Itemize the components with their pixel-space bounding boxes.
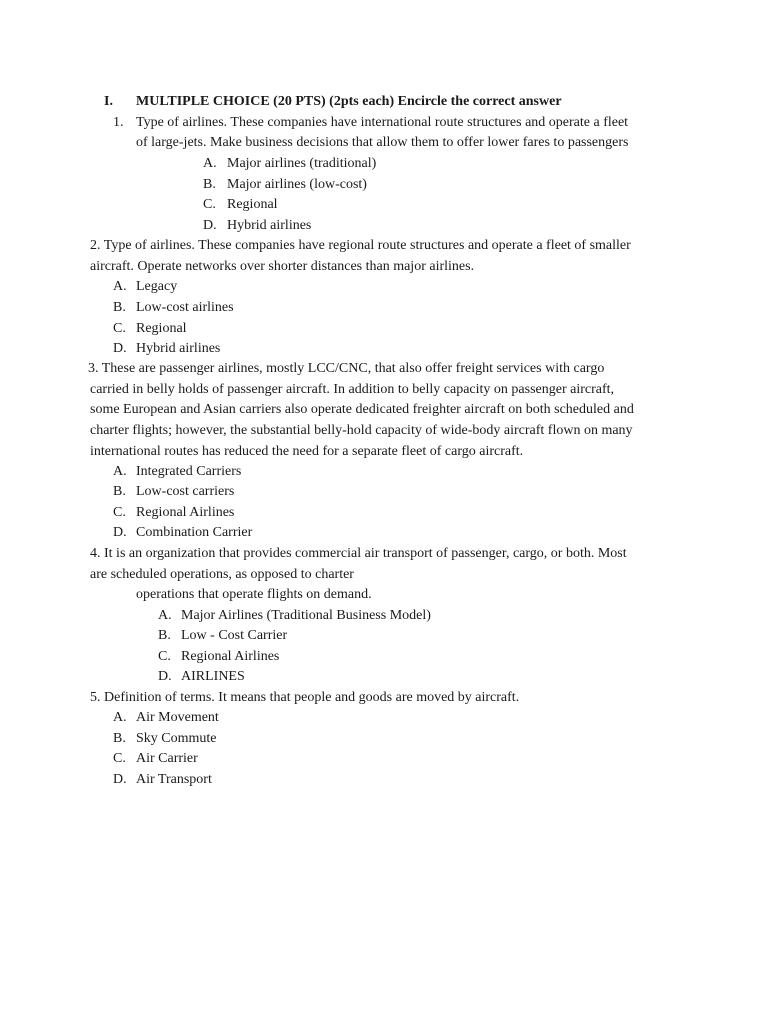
- section-roman-numeral: I.: [104, 94, 113, 109]
- q5-option-d-text: Air Transport: [136, 772, 212, 787]
- q5-text-line-1: 5. Definition of terms. It means that people and goods are moved by aircraft.: [90, 690, 520, 705]
- q5-option-a-letter: A.: [113, 710, 127, 725]
- q4-option-d-text: AIRLINES: [181, 669, 245, 684]
- q3-text-line-3: some European and Asian carriers also operate dedicated freighter aircraft on both scheduled and: [90, 402, 634, 417]
- q1-text-line-2: of large-jets. Make business decisions that allow them to offer lower fares to passengers: [136, 135, 629, 150]
- q2-option-a-text: Legacy: [136, 279, 178, 294]
- q1-number: 1.: [113, 115, 124, 130]
- q3-text-line-1: 3. These are passenger airlines, mostly LCC/CNC, that also offer freight services with cargo: [88, 361, 605, 376]
- q1-text-line-1: Type of airlines. These companies have international route structures and operate a fleet: [136, 115, 629, 130]
- q2-option-c-text: Regional: [136, 321, 187, 336]
- q1-option-c-text: Regional: [227, 197, 278, 212]
- q1-option-c-letter: C.: [203, 197, 216, 212]
- q4-text-line-2: are scheduled operations, as opposed to charter: [90, 567, 354, 582]
- q3-option-b-text: Low-cost carriers: [136, 484, 235, 499]
- q3-text-line-2: carried in belly holds of passenger aircraft. In addition to belly capacity on passenger aircraft,: [90, 382, 615, 397]
- q3-text-line-5: international routes has reduced the need for a separate fleet of cargo aircraft.: [90, 444, 524, 459]
- q3-option-a-letter: A.: [113, 464, 127, 479]
- section-heading: MULTIPLE CHOICE (20 PTS) (2pts each) Encircle the correct answer: [136, 94, 562, 109]
- q3-option-c-text: Regional Airlines: [136, 505, 235, 520]
- q2-option-b-text: Low-cost airlines: [136, 300, 234, 315]
- q3-text-line-4: charter flights; however, the substantial belly-hold capacity of wide-body aircraft flown on many: [90, 423, 633, 438]
- q5-option-d-letter: D.: [113, 772, 127, 787]
- q4-option-b-letter: B.: [158, 628, 171, 643]
- q5-option-b-text: Sky Commute: [136, 731, 217, 746]
- q3-option-c-letter: C.: [113, 505, 126, 520]
- q5-option-a-text: Air Movement: [136, 710, 219, 725]
- q5-option-b-letter: B.: [113, 731, 126, 746]
- q1-option-a-letter: A.: [203, 156, 217, 171]
- q2-option-d-letter: D.: [113, 341, 127, 356]
- q2-option-a-letter: A.: [113, 279, 127, 294]
- q2-text-line-1: 2. Type of airlines. These companies have regional route structures and operate a fleet of smaller: [90, 238, 631, 253]
- q1-option-a-text: Major airlines (traditional): [227, 156, 377, 171]
- q2-option-d-text: Hybrid airlines: [136, 341, 221, 356]
- q4-text-line-1: 4. It is an organization that provides commercial air transport of passenger, cargo, or both. Most: [90, 546, 627, 561]
- q5-option-c-letter: C.: [113, 751, 126, 766]
- q1-option-b-text: Major airlines (low-cost): [227, 177, 367, 192]
- q1-option-b-letter: B.: [203, 177, 216, 192]
- q2-option-c-letter: C.: [113, 321, 126, 336]
- q5-option-c-text: Air Carrier: [136, 751, 198, 766]
- q1-option-d-letter: D.: [203, 218, 217, 233]
- q2-text-line-2: aircraft. Operate networks over shorter distances than major airlines.: [90, 259, 475, 274]
- q3-option-d-text: Combination Carrier: [136, 525, 253, 540]
- q4-option-c-text: Regional Airlines: [181, 649, 280, 664]
- q4-option-a-letter: A.: [158, 608, 172, 623]
- q4-option-b-text: Low - Cost Carrier: [181, 628, 288, 643]
- q4-option-c-letter: C.: [158, 649, 171, 664]
- q1-option-d-text: Hybrid airlines: [227, 218, 312, 233]
- q3-option-d-letter: D.: [113, 525, 127, 540]
- q2-option-b-letter: B.: [113, 300, 126, 315]
- q4-option-a-text: Major Airlines (Traditional Business Model): [181, 608, 431, 623]
- q4-text-line-3: operations that operate flights on demand.: [136, 587, 372, 602]
- q3-option-a-text: Integrated Carriers: [136, 464, 242, 479]
- q3-option-b-letter: B.: [113, 484, 126, 499]
- q4-option-d-letter: D.: [158, 669, 172, 684]
